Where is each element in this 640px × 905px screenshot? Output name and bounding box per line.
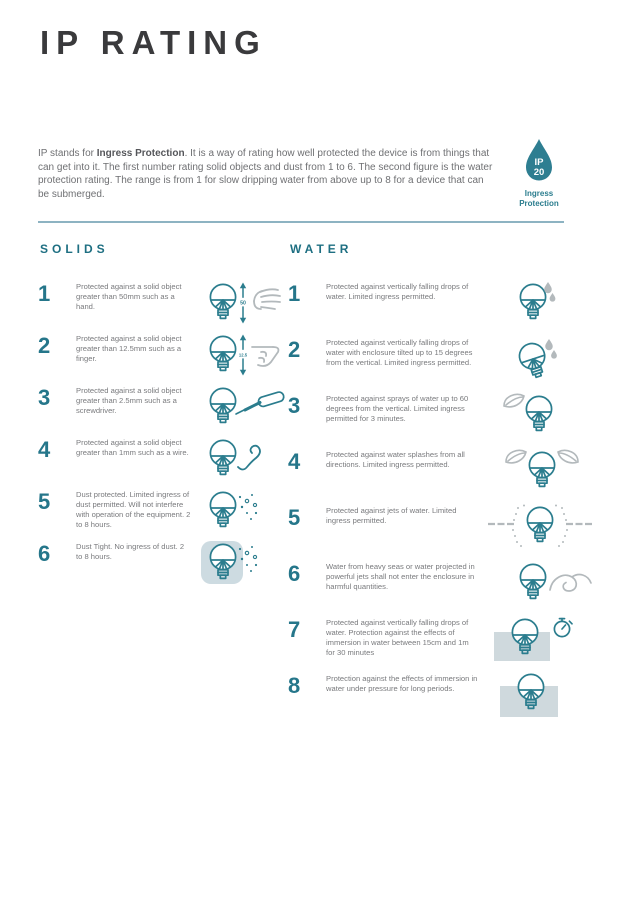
- page-title: IP RATING: [40, 24, 267, 61]
- bulb-drip-icon: [486, 280, 596, 326]
- svg-text:12.5: 12.5: [238, 352, 248, 358]
- badge-rating-number: 20: [533, 167, 545, 178]
- rating-number: 6: [38, 541, 51, 566]
- badge-label: Ingress Protection: [519, 189, 559, 208]
- bulb-screwdriver-icon: [200, 384, 288, 430]
- rating-row: [288, 448, 596, 494]
- water-column: [288, 242, 596, 728]
- rating-number: 2: [288, 337, 301, 362]
- svg-text:50: 50: [240, 300, 246, 307]
- rating-row: [38, 488, 288, 534]
- rating-description: Protected against a solid object greater than 1mm such as a wire.: [76, 438, 189, 457]
- rating-description: Protected against vertically falling drops of water. Limited ingress permitted.: [326, 282, 469, 301]
- rating-row: [38, 436, 288, 482]
- solids-column: [38, 242, 288, 592]
- rating-row: [38, 332, 288, 378]
- rating-number: 1: [288, 281, 301, 306]
- rating-description: Protected against a solid object greater than 12.5mm such as a finger.: [76, 334, 182, 363]
- intro-bold-term: Ingress Protection: [96, 148, 185, 159]
- ip20-badge: [507, 137, 571, 208]
- rating-number: 5: [38, 489, 51, 514]
- rating-row: [288, 560, 596, 606]
- rating-description: Protected against a solid object greater than 2.5mm such as a screwdriver.: [76, 386, 182, 415]
- bulb-wire-icon: [200, 436, 288, 482]
- rating-row: [38, 384, 288, 430]
- rating-description: Protected against vertically falling drops of water. Protection against the effects of immersion in water between 15cm and 1m for 30 minutes: [326, 618, 469, 657]
- rating-description: Protected against sprays of water up to 60 degrees from the vertical. Limited ingress permitted for 3 minutes.: [326, 394, 469, 423]
- rating-description: Protection against the effects of immersion in water under pressure for long periods.: [326, 674, 478, 693]
- rating-description: Protected against water splashes from all directions. Limited ingress permitted.: [326, 450, 465, 469]
- rating-number: 1: [38, 281, 51, 306]
- rating-number: 4: [38, 437, 51, 462]
- badge-ip-text: IP: [534, 157, 544, 168]
- rating-description: Protected against jets of water. Limited ingress permitted.: [326, 506, 457, 525]
- intro-paragraph: [38, 147, 496, 201]
- rating-number: 2: [38, 333, 51, 358]
- bulb-dust-tight-icon: [200, 540, 288, 586]
- rating-row: [288, 616, 596, 662]
- rating-description: Protected against a solid object greater than 50mm such as a hand.: [76, 282, 182, 311]
- bulb-tilted-drip-icon: [486, 336, 596, 382]
- intro-prefix: IP stands for: [38, 148, 97, 159]
- intro-rest: . It is a way of rating how well protected the device is from things that can get into it. The first number rating solid objects and dust from 1 to 6. The second figure is the water protection rating. The range is from 1 for slow dripping water from above up to 8 for a device that can be submerged.: [38, 148, 493, 200]
- rating-row: [288, 392, 596, 438]
- rating-row: [288, 280, 596, 326]
- solids-rows: [38, 280, 288, 586]
- solids-heading: SOLIDS: [40, 242, 109, 256]
- bulb-splash-icon: [486, 448, 596, 494]
- rating-number: 3: [288, 393, 301, 418]
- water-drop-icon: [518, 137, 560, 186]
- rating-number: 6: [288, 561, 301, 586]
- rating-number: 8: [288, 673, 301, 698]
- section-divider-line: [38, 221, 564, 223]
- rating-description: Dust protected. Limited ingress of dust permitted. Will not interfere with operation of the equipment. 2 to 8 hours.: [76, 490, 191, 529]
- rating-row: [38, 280, 288, 326]
- rating-number: 4: [288, 449, 301, 474]
- rating-row: [288, 672, 596, 718]
- bulb-dust-icon: [200, 488, 288, 534]
- rating-description: Protected against vertically falling drops of water with enclosure tilted up to 15 degrees from the vertical. Limited ingress permitted.: [326, 338, 473, 367]
- bulb-jets-icon: [486, 504, 596, 550]
- rating-row: [288, 336, 596, 382]
- bulb-wave-icon: [486, 560, 596, 606]
- rating-number: 7: [288, 617, 301, 642]
- rating-number: 3: [38, 385, 51, 410]
- bulb-size-hand-icon: [200, 280, 288, 326]
- rating-row: [288, 504, 596, 550]
- rating-number: 5: [288, 505, 301, 530]
- bulb-size-finger-icon: [200, 332, 288, 378]
- bulb-immersion-icon: [486, 672, 596, 718]
- bulb-spray-icon: [486, 392, 596, 438]
- water-heading: WATER: [290, 242, 353, 256]
- rating-row: [38, 540, 288, 586]
- water-rows: [288, 280, 596, 718]
- bulb-immersion-timer-icon: [486, 616, 596, 662]
- rating-description: Dust Tight. No ingress of dust. 2 to 8 hours.: [76, 542, 185, 561]
- rating-description: Water from heavy seas or water projected in powerful jets shall not enter the enclosure in harmful quantities.: [326, 562, 475, 591]
